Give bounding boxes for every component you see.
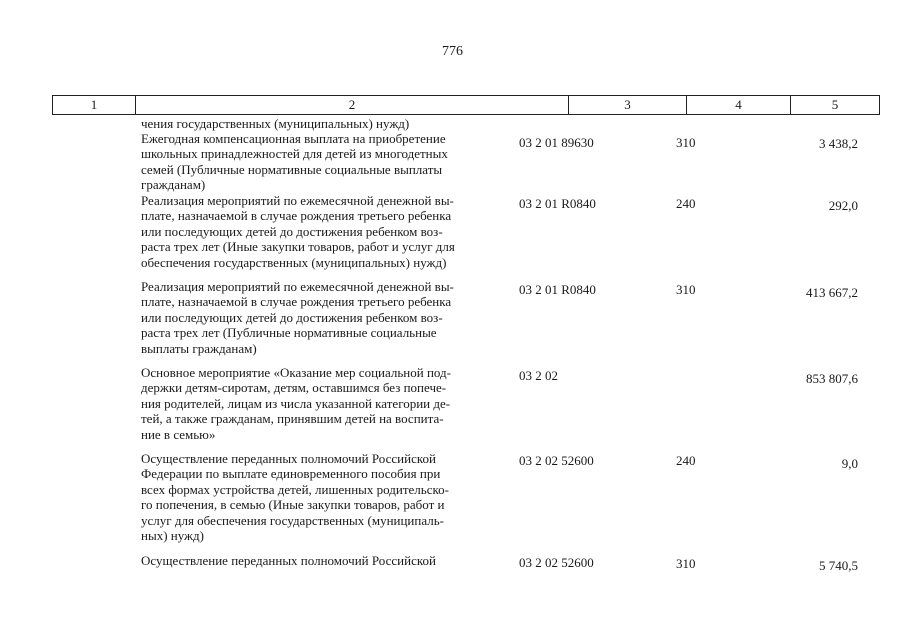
row-sum: 5 740,5: [819, 558, 858, 573]
row-code: 03 2 01 R0840: [519, 196, 596, 211]
row-code: 03 2 02 52600: [519, 453, 594, 468]
row-description: Реализация мероприятий по ежемесячной денежной вы- плате, назначаемой в случае рождения третьего ребенка или последующих детей до достижения ребенком воз- раста трех лет (Публичные нормативные социальные выплаты гражданам): [141, 279, 454, 356]
header-col-1: 1: [53, 96, 136, 114]
table-row: [0, 131, 905, 193]
row-sum: 853 807,6: [806, 371, 858, 386]
row-description: чения государственных (муниципальных) нужд): [141, 116, 410, 131]
row-expense-type: 240: [676, 453, 696, 468]
row-description: Ежегодная компенсационная выплата на приобретение школьных принадлежностей для детей из многодетных семей (Публичные нормативные социальные выплаты гражданам): [141, 131, 448, 193]
header-col-4: 4: [687, 96, 791, 114]
table-row: [0, 193, 905, 279]
table-row: [0, 451, 905, 553]
header-col-2: 2: [136, 96, 569, 114]
header-col-3: 3: [569, 96, 687, 114]
row-expense-type: 310: [676, 282, 696, 297]
table-header: [52, 95, 880, 115]
table-row: [0, 553, 905, 571]
row-code: 03 2 02: [519, 368, 558, 383]
row-description: Реализация мероприятий по ежемесячной денежной вы- плате, назначаемой в случае рождения третьего ребенка или последующих детей до достижения ребенком воз- раста трех лет (Иные закупки товаров, работ и услуг для обеспечения государственных (муниципальных) нужд): [141, 193, 455, 270]
row-expense-type: 310: [676, 556, 696, 571]
row-code: 03 2 02 52600: [519, 555, 594, 570]
table-row: [0, 279, 905, 365]
table-body: [0, 116, 905, 571]
row-expense-type: 310: [676, 135, 696, 150]
header-col-5: 5: [831, 97, 839, 112]
row-expense-type: 240: [676, 196, 696, 211]
page-number: 776: [442, 44, 463, 59]
row-sum: 413 667,2: [806, 285, 858, 300]
row-sum: 292,0: [828, 198, 858, 213]
row-description: Основное мероприятие «Оказание мер социальной под- держки детям-сиротам, детям, оставшимся без попече- ния родителей, лицам из числа указанной категории де- тей, а также гражданам, принявшим детей на воспита- ние в семью»: [141, 365, 451, 442]
table-row: [0, 116, 905, 131]
table-row: [0, 365, 905, 451]
row-code: 03 2 01 89630: [519, 135, 594, 150]
row-sum: 9,0: [841, 456, 858, 471]
row-sum: 3 438,2: [819, 136, 858, 151]
row-code: 03 2 01 R0840: [519, 282, 596, 297]
row-description: Осуществление переданных полномочий Российской: [141, 553, 436, 568]
row-description: Осуществление переданных полномочий Российской Федерации по выплате единовременного пособия при всех формах устройства детей, лишенных родительско- го попечения, в семью (Иные закупки товаров, работ и услуг для обеспечения государственных (муниципаль- ных) нужд): [141, 451, 449, 544]
